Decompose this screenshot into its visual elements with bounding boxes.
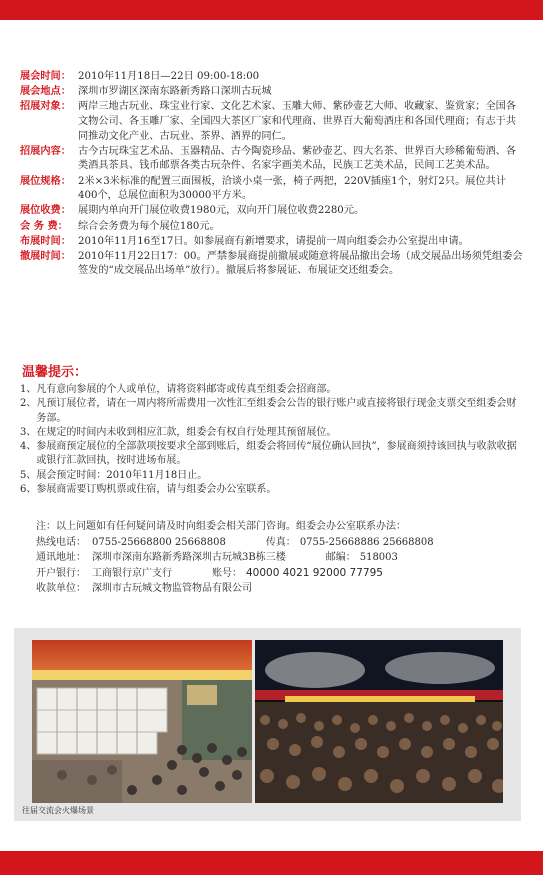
info-value: 两岸三地古玩业、珠宝业行家、文化艺术家、玉雕大师、紫砂壶艺大师、收藏家、鉴赏家；全国各文物公司、各玉雕厂家、全国四大茶区厂家和代理商、世界百大葡萄酒庄和各国代理商；有志于共同推动文化产业、古玩业、茶界、酒界的同仁。: [78, 101, 517, 142]
photo-panel: [14, 628, 521, 821]
info-label: 招展内容：: [20, 145, 71, 157]
info-row: [20, 204, 525, 219]
fax-label: 传真：: [265, 536, 296, 548]
info-row: [20, 70, 525, 85]
tip-number: 3、: [20, 426, 37, 438]
info-label: 布展时间：: [20, 235, 71, 247]
hotline-value: 0755-25668800 25668808: [92, 536, 226, 548]
tip-text: 展会预定时间：2010年11月18日止。: [36, 469, 208, 481]
address-line: [36, 550, 526, 566]
payee-line: [36, 581, 526, 597]
info-row: [20, 220, 525, 235]
info-value: 2米×3米标准的配置三面围板，洽谈小桌一张，椅子两把，220V插座1个，射灯2只。展位共计400个，总展位面积为30000平方米。: [78, 175, 507, 202]
address-label: 通讯地址：: [36, 552, 86, 564]
bank-label: 开户银行：: [36, 567, 86, 579]
contact-note: 注：以上问题如有任何疑问请及时向组委会相关部门咨询。组委会办公室联系办法：: [36, 521, 406, 532]
payee-value: 深圳市古玩城文物监管物品有限公司: [92, 583, 252, 595]
info-row: [20, 145, 525, 174]
info-value: 综合会务费为每个展位180元。: [78, 220, 220, 232]
tip-item: [20, 483, 525, 497]
info-value: 2010年11月18日—22日 09:00-18:00: [78, 71, 260, 82]
hotline-label: 热线电话：: [36, 536, 86, 548]
tips-list: [20, 383, 525, 497]
info-label: 展位规格：: [20, 175, 71, 187]
tip-item: [20, 440, 525, 469]
crowd-night-photo: [255, 640, 503, 803]
tip-number: 4、: [20, 441, 37, 453]
account-value: 40000 4021 92000 77795: [246, 566, 383, 579]
tip-item: [20, 426, 525, 440]
tip-text: 参展商需要订购机票或住宿，请与组委会办公室联系。: [36, 484, 277, 496]
info-row: [20, 85, 525, 100]
info-value: 2010年11月16至17日。如参展商有新增要求，请提前一周向组委会办公室提出申请。: [78, 235, 469, 247]
top-red-band: [0, 0, 543, 20]
tip-number: 1、: [20, 384, 37, 395]
info-value: 古今古玩珠宝艺术品、玉器精品、古今陶瓷珍品、紫砂壶艺、四大名茶、世界百大珍稀葡萄酒、各类酒具茶具、钱币邮票各类古玩杂件、名家字画美术品，民族工艺美术品，民间工艺美术品。: [78, 145, 517, 172]
tip-number: 5、: [20, 469, 37, 481]
tip-item: [20, 383, 525, 397]
bank-line: [36, 566, 526, 582]
hall-photo: [32, 640, 252, 803]
tip-number: 6、: [20, 484, 37, 496]
info-row: [20, 175, 525, 204]
tip-item: [20, 397, 525, 426]
tip-text: 凡预订展位者，请在一周内将所需费用一次性汇至组委会公告的银行账户或直接将银行现金支票交至组委会财务部。: [36, 398, 517, 424]
info-value: 深圳市罗湖区深南东路新秀路口深圳古玩城: [78, 86, 272, 98]
address-value: 深圳市深南东路新秀路深圳古玩城3B栋三楼: [92, 552, 286, 564]
info-value: 展期内单向开门展位收费1980元，双向开门展位收费2280元。: [78, 205, 365, 217]
info-label: 撤展时间：: [20, 250, 71, 262]
info-value: 2010年11月22日17：00。严禁参展商提前撤展或随意将展品撤出会场（成交展品出场须凭组委会签发的“成交展品出场单”放行）。撤展后将参展证、布展证交还组委会。: [78, 250, 523, 277]
tip-text: 在规定的时间内未收到相应汇款，组委会有权自行处理其预留展位。: [36, 426, 337, 438]
tip-number: 2、: [20, 398, 37, 410]
postcode-value: 518003: [359, 552, 398, 564]
photo-caption: 往届交流会火爆场景: [22, 806, 94, 815]
info-row: [20, 235, 525, 250]
info-label: 展会地点：: [20, 86, 71, 98]
info-label: 展位收费：: [20, 205, 71, 217]
bank-value: 工商银行京广支行: [92, 567, 172, 579]
info-label: 展会时间：: [20, 71, 71, 82]
info-row: [20, 100, 525, 144]
info-label: 会 务 费：: [20, 220, 68, 232]
tip-text: 参展商预定展位的全部款项按要求全部到账后，组委会将回传“展位确认回执”，参展商须持该回执与收款收据或银行汇款回执，按时进场布展。: [36, 441, 517, 467]
exhibition-info: [20, 70, 525, 280]
tip-text: 凡有意向参展的个人或单位，请将资料邮寄或传真至组委会招商部。: [36, 384, 337, 395]
info-row: [20, 250, 525, 279]
contact-block: [36, 519, 526, 597]
phone-fax-line: [36, 535, 526, 551]
account-label: 账号：: [212, 567, 242, 579]
bottom-red-band: [0, 851, 543, 875]
tips-title: 温馨提示：: [22, 365, 88, 380]
info-label: 招展对象：: [20, 101, 71, 113]
tip-item: [20, 469, 525, 483]
postcode-label: 邮编：: [325, 552, 356, 564]
payee-label: 收款单位：: [36, 583, 86, 595]
fax-value: 0755-25668886 25668808: [299, 536, 434, 548]
